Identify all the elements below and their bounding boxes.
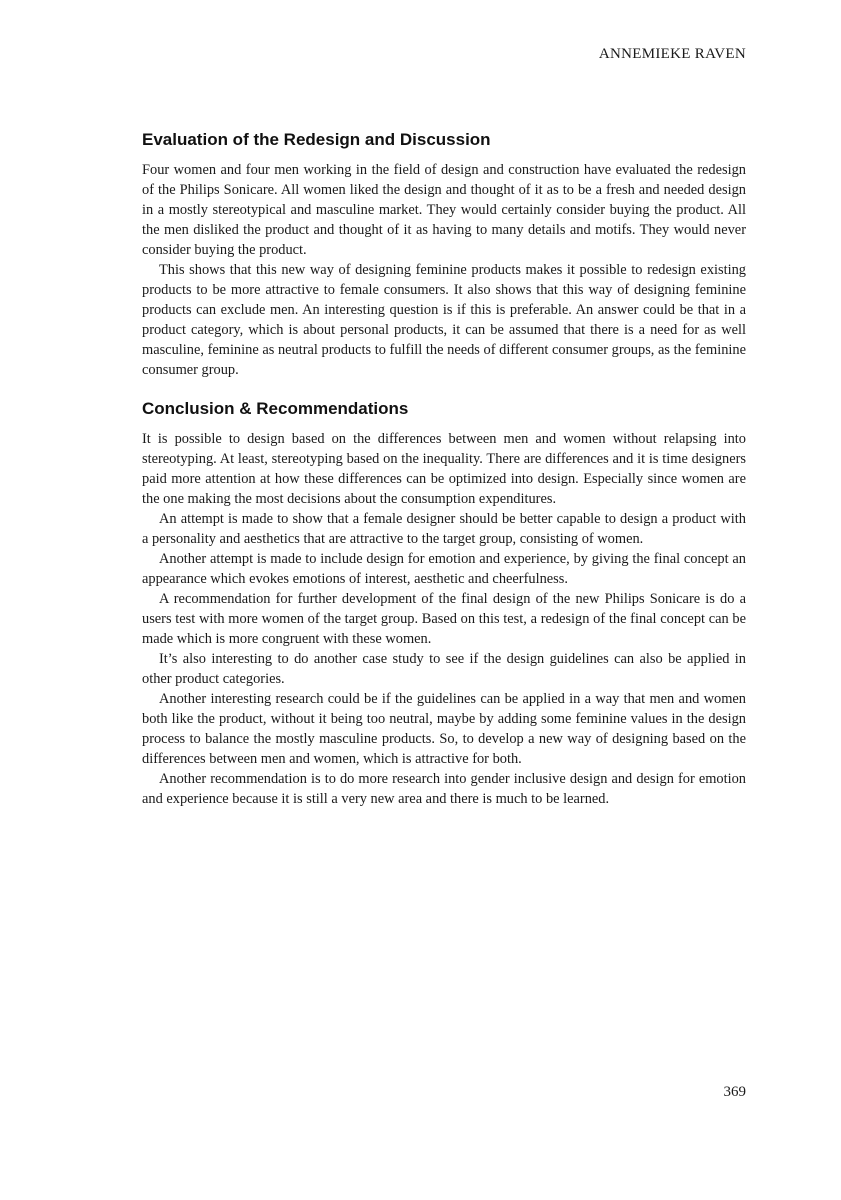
body-text bbox=[142, 130, 746, 809]
paragraph: Another attempt is made to include design for emotion and experience, by giving the final concept an appearance which evokes emotions of interest, aesthetic and cheerfulness. bbox=[142, 551, 746, 587]
paragraph: An attempt is made to show that a female designer should be better capable to design a product with a personality and aesthetics that are attractive to the target group, consisting of women. bbox=[142, 511, 746, 547]
paragraph: A recommendation for further development of the final design of the new Philips Sonicare is do a users test with more women of the target group. Based on this test, a redesign of the final concept can be made which is more congruent with these women. bbox=[142, 591, 746, 647]
paragraph: Another recommendation is to do more research into gender inclusive design and design for emotion and experience because it is still a very new area and there is much to be learned. bbox=[142, 771, 746, 807]
paragraph: This shows that this new way of designing feminine products makes it possible to redesign existing products to be more attractive to female consumers. It also shows that this way of designing feminine products can exclude men. An interesting question is if this is preferable. An answer could be that in a product category, which is about personal products, it can be assumed that there is a need for as well masculine, feminine as neutral products to fulfill the needs of different consumer groups, as the feminine consumer group. bbox=[142, 262, 746, 378]
paragraph: Another interesting research could be if the guidelines can be applied in a way that men and women both like the product, without it being too neutral, maybe by adding some feminine values in the design process to balance the mostly masculine products. So, to develop a new way of designing based on the differences between men and women, which is attractive for both. bbox=[142, 691, 746, 767]
paragraph: Four women and four men working in the field of design and construction have evaluated the redesign of the Philips Sonicare. All women liked the design and thought of it as to be a fresh and needed design in a mostly stereotypical and masculine market. They would certainly consider buying the product. All the men disliked the product and thought of it as having to many details and motifs. They would never consider buying the product. bbox=[142, 162, 746, 258]
running-head: ANNEMIEKE RAVEN bbox=[598, 46, 746, 62]
page-number: 369 bbox=[723, 1084, 746, 1100]
paragraph: It’s also interesting to do another case study to see if the design guidelines can also be applied in other product categories. bbox=[142, 651, 746, 687]
section-heading-evaluation: Evaluation of the Redesign and Discussion bbox=[142, 130, 491, 149]
section-heading-conclusion: Conclusion & Recommendations bbox=[142, 399, 409, 418]
paragraph: It is possible to design based on the differences between men and women without relapsing into stereotyping. At least, stereotyping based on the inequality. There are differences and it is time designers paid more attention at how these differences can be optimized into design. Especially since women are the one making the most decisions about the consumption expenditures. bbox=[142, 431, 746, 507]
